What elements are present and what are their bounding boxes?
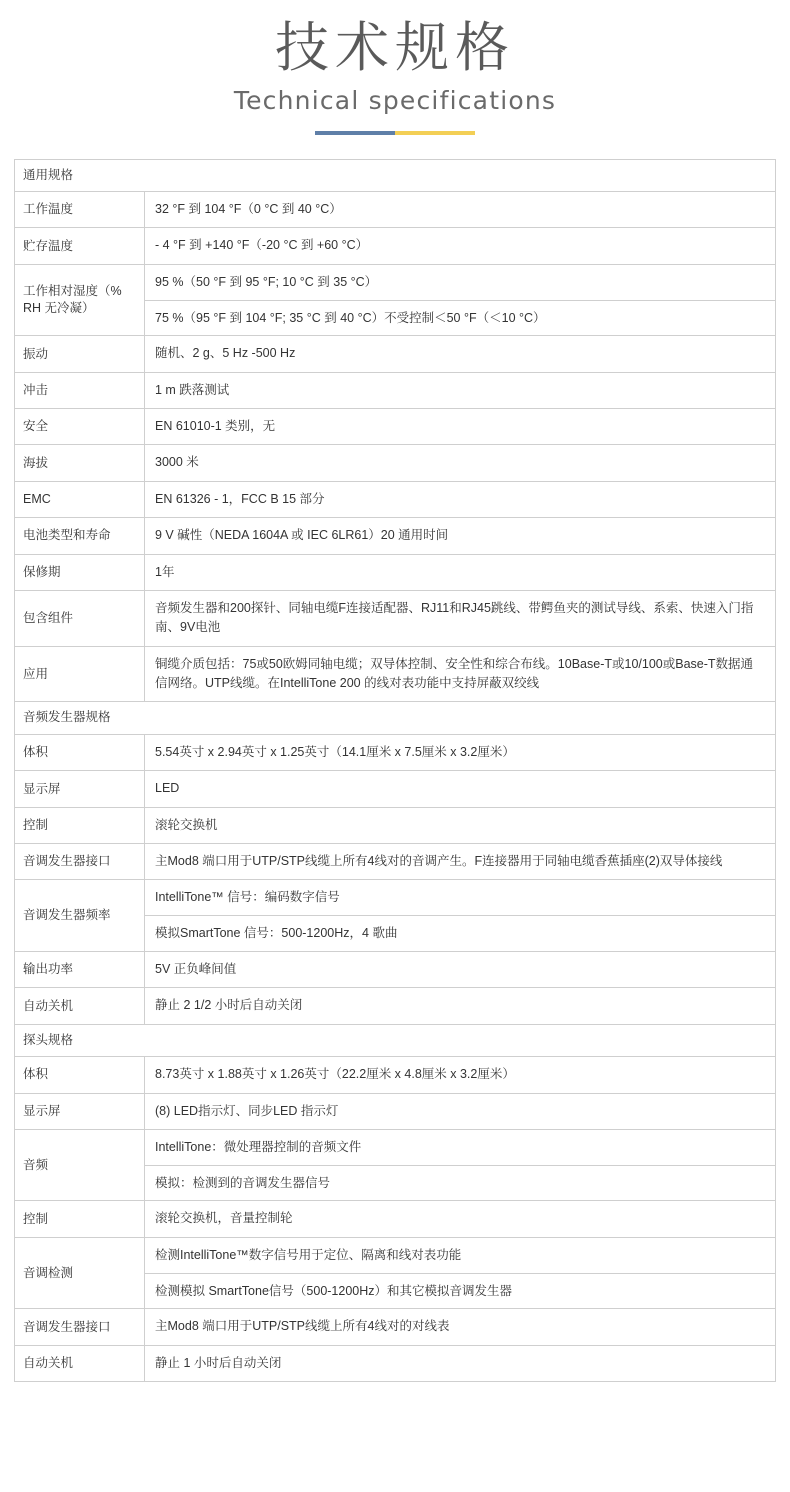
- page-header: [0, 0, 790, 135]
- table-row: [15, 1309, 775, 1345]
- row-value-line: LED: [155, 781, 180, 796]
- row-value-line: 3000 米: [155, 455, 199, 470]
- table-row: [15, 192, 775, 228]
- page-title-en: Technical specifications: [233, 85, 557, 115]
- table-row: [15, 336, 775, 372]
- table-section-header: [15, 1025, 775, 1058]
- table-row: [15, 591, 775, 647]
- row-value: [145, 988, 775, 1023]
- row-value-line: 音频发生器和200探针、同轴电缆F连接适配器、RJ11和RJ45跳线、带鳄鱼夹的测试导线、系索、快速入门指南、9V电池: [155, 600, 754, 635]
- row-value: [145, 735, 775, 770]
- row-value: [145, 445, 775, 480]
- row-label: 工作相对湿度（% RH 无冷凝）: [15, 265, 145, 336]
- row-label: 海拔: [15, 445, 145, 480]
- row-label: 音调发生器接口: [15, 1309, 145, 1344]
- row-value-line: 检测IntelliTone™数字信号用于定位、隔离和线对表功能: [145, 1238, 775, 1274]
- row-value-line: 静止 2 1/2 小时后自动关闭: [155, 998, 303, 1013]
- row-value-line: 滚轮交换机，音量控制轮: [155, 1211, 293, 1226]
- row-value-line: (8) LED指示灯、同步LED 指示灯: [155, 1103, 339, 1118]
- row-value-line: 主Mod8 端口用于UTP/STP线缆上所有4线对的音调产生。F连接器用于同轴电缆香蕉插座(2)双导体接线: [155, 854, 723, 868]
- row-value-line: 静止 1 小时后自动关闭: [155, 1355, 282, 1370]
- table-row: [15, 808, 775, 844]
- row-value-line: 9 V 碱性（NEDA 1604A 或 IEC 6LR61）20 通用时间: [155, 528, 449, 543]
- row-value: [145, 1346, 775, 1381]
- table-section-header: [15, 160, 775, 193]
- row-value: [145, 1201, 775, 1236]
- table-row: [15, 1130, 775, 1202]
- row-value: [145, 880, 775, 951]
- row-value: [145, 228, 775, 263]
- title-divider: [315, 131, 475, 135]
- row-label: 电池类型和寿命: [15, 518, 145, 553]
- page-title-cn: 技术规格: [275, 16, 515, 79]
- table-row: [15, 771, 775, 807]
- row-value: [145, 555, 775, 590]
- row-value-line: EN 61010-1 类别，无: [155, 419, 276, 433]
- row-value: [145, 1238, 775, 1309]
- row-value: [145, 591, 775, 646]
- row-label: 振动: [15, 336, 145, 371]
- row-value: [145, 1094, 775, 1129]
- row-label: 控制: [15, 808, 145, 843]
- table-row: [15, 555, 775, 591]
- row-value-line: 主Mod8 端口用于UTP/STP线缆上所有4线对的对线表: [155, 1319, 450, 1334]
- table-row: [15, 844, 775, 880]
- row-label: 显示屏: [15, 1094, 145, 1129]
- row-value: [145, 482, 775, 517]
- row-label: 包含组件: [15, 591, 145, 646]
- table-row: [15, 482, 775, 518]
- row-value: [145, 1309, 775, 1344]
- row-label: EMC: [15, 482, 145, 517]
- row-value: [145, 373, 775, 408]
- row-value: [145, 192, 775, 227]
- row-label: 音调检测: [15, 1238, 145, 1309]
- row-label: 保修期: [15, 555, 145, 590]
- row-value-line: 5.54英寸 x 2.94英寸 x 1.25英寸（14.1厘米 x 7.5厘米 x 3.2厘米）: [155, 744, 515, 759]
- row-value: [145, 409, 775, 444]
- table-row: [15, 880, 775, 952]
- section-title: 通用规格: [23, 167, 74, 182]
- table-row: [15, 445, 775, 481]
- row-label: 安全: [15, 409, 145, 444]
- row-value-line: 滚轮交换机: [155, 817, 218, 832]
- row-value: [145, 808, 775, 843]
- table-row: [15, 1057, 775, 1093]
- row-value-line: 1 m 跌落测试: [155, 382, 230, 397]
- row-value-line: IntelliTone：微处理器控制的音频文件: [145, 1130, 775, 1166]
- table-row: [15, 1238, 775, 1310]
- row-value-line: 32 °F 到 104 °F（0 °C 到 40 °C）: [155, 202, 342, 216]
- row-label: 冲击: [15, 373, 145, 408]
- row-value-line: 8.73英寸 x 1.88英寸 x 1.26英寸（22.2厘米 x 4.8厘米 x 3.2厘米）: [155, 1067, 515, 1082]
- row-value: [145, 1130, 775, 1201]
- table-row: [15, 373, 775, 409]
- row-value-line: 1年: [155, 564, 175, 579]
- row-value-line: IntelliTone™ 信号：编码数字信号: [145, 880, 775, 916]
- row-label: 输出功率: [15, 952, 145, 987]
- divider-segment-yellow: [395, 131, 475, 135]
- row-value: [145, 952, 775, 987]
- row-label: 体积: [15, 1057, 145, 1092]
- table-section-header: [15, 702, 775, 735]
- row-label: 音调发生器频率: [15, 880, 145, 951]
- row-value: [145, 518, 775, 553]
- table-row: [15, 1346, 775, 1382]
- row-value: [145, 771, 775, 806]
- divider-segment-blue: [315, 131, 395, 135]
- row-value-line: 模拟SmartTone 信号：500-1200Hz，4 歌曲: [155, 926, 398, 941]
- row-label: 自动关机: [15, 1346, 145, 1381]
- row-value: [145, 647, 775, 702]
- row-label: 贮存温度: [15, 228, 145, 263]
- row-label: 显示屏: [15, 771, 145, 806]
- row-value-line: 模拟：检测到的音调发生器信号: [155, 1175, 331, 1190]
- row-value-line: - 4 °F 到 +140 °F（-20 °C 到 +60 °C）: [155, 238, 369, 253]
- row-value: [145, 336, 775, 371]
- row-value-line: 检测模拟 SmartTone信号（500-1200Hz）和其它模拟音调发生器: [155, 1283, 513, 1298]
- table-row: [15, 1094, 775, 1130]
- row-label: 体积: [15, 735, 145, 770]
- table-row: [15, 265, 775, 337]
- row-value-line: 95 %（50 °F 到 95 °F; 10 °C 到 35 °C）: [145, 265, 775, 301]
- row-value-line: 随机、2 g、5 Hz -500 Hz: [155, 346, 296, 361]
- row-value-line: 75 %（95 °F 到 104 °F; 35 °C 到 40 °C）不受控制＜50 °F（＜10 °C）: [155, 310, 546, 325]
- row-label: 音调发生器接口: [15, 844, 145, 879]
- row-value: [145, 1057, 775, 1092]
- table-row: [15, 1201, 775, 1237]
- section-title: 音频发生器规格: [23, 710, 111, 725]
- table-row: [15, 409, 775, 445]
- table-row: [15, 988, 775, 1024]
- row-label: 音频: [15, 1130, 145, 1201]
- row-value: [145, 844, 775, 879]
- row-value-line: 5V 正负峰间值: [155, 961, 237, 976]
- table-row: [15, 735, 775, 771]
- row-label: 自动关机: [15, 988, 145, 1023]
- specifications-table: [14, 159, 776, 1383]
- row-value-line: EN 61326 - 1，FCC B 15 部分: [155, 491, 325, 506]
- row-value-line: 铜缆介质包括：75或50欧姆同轴电缆；双导体控制、安全性和综合布线。10Base-T或10/100或Base-T数据通信网络。UTP线缆。在IntelliTone 200 的线对表功能中支持屏蔽双绞线: [155, 656, 754, 690]
- table-row: [15, 228, 775, 264]
- row-label: 工作温度: [15, 192, 145, 227]
- section-title: 探头规格: [23, 1032, 74, 1047]
- table-row: [15, 647, 775, 703]
- row-value: [145, 265, 775, 336]
- row-label: 控制: [15, 1201, 145, 1236]
- row-label: 应用: [15, 647, 145, 702]
- table-row: [15, 952, 775, 988]
- table-row: [15, 518, 775, 554]
